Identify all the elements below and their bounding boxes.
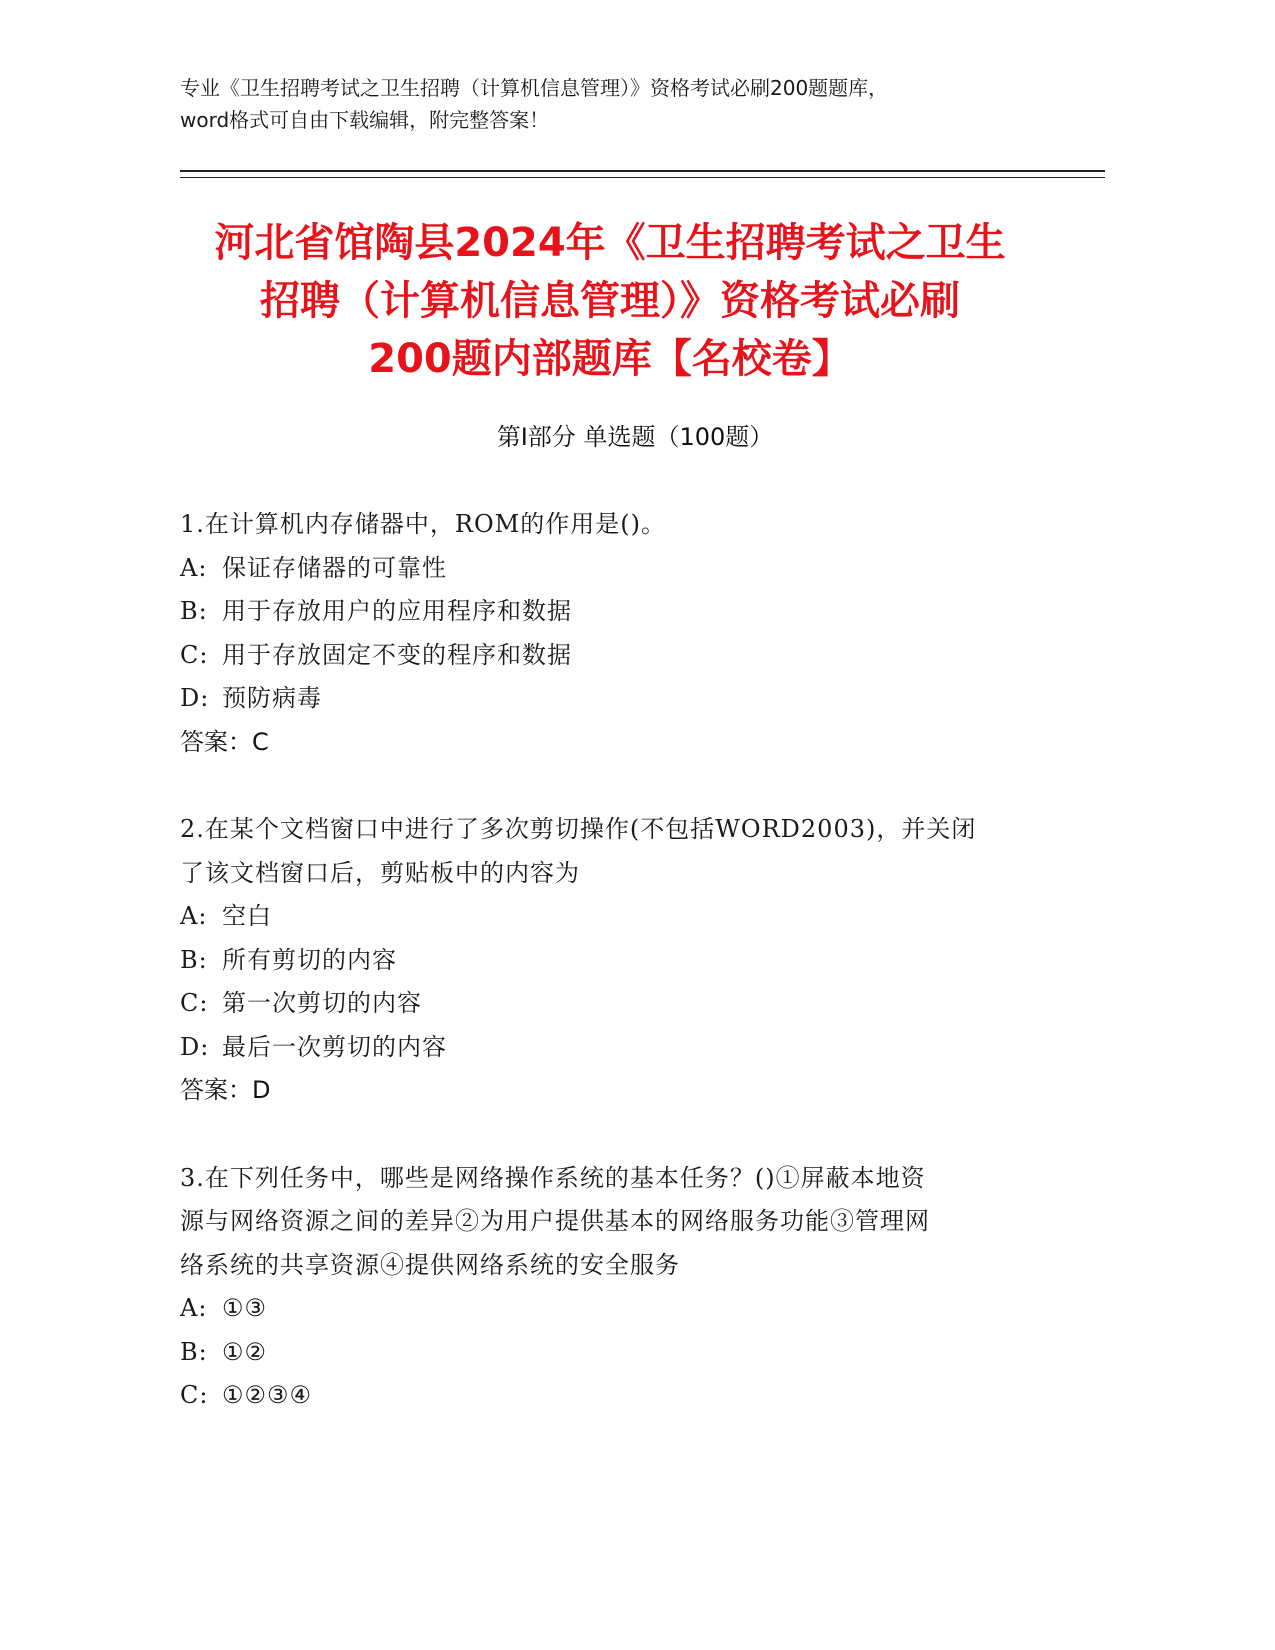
question-1 xyxy=(180,503,1040,764)
option-c xyxy=(180,982,1040,1026)
question-text: 2.在某个文档窗口中进行了多次剪切操作(不包括WORD2003)，并关闭 xyxy=(180,815,977,843)
header-note-line-2: word格式可自由下载编辑，附完整答案！ xyxy=(180,108,550,132)
header-divider-thick xyxy=(180,170,1105,172)
option-text: 预防病毒 xyxy=(222,684,322,712)
option-text: 最后一次剪切的内容 xyxy=(222,1032,447,1061)
title-line-2: 招聘（计算机信息管理）》资格考试必刷 xyxy=(260,278,960,324)
question-text: 了该文档窗口后，剪贴板中的内容为 xyxy=(180,858,580,887)
option-label: C: xyxy=(180,989,209,1017)
option-a xyxy=(180,895,1040,939)
option-b xyxy=(180,939,1040,983)
question-list xyxy=(180,503,1040,1462)
option-label: B: xyxy=(180,1337,208,1366)
option-c xyxy=(180,634,1040,678)
question-text: 1.在计算机内存储器中，ROM的作用是()。 xyxy=(180,510,666,538)
header-divider-thin xyxy=(180,177,1105,178)
option-text: 保证存储器的可靠性 xyxy=(222,553,447,582)
question-text: 络系统的共享资源④提供网络系统的安全服务 xyxy=(180,1250,680,1279)
option-label: B: xyxy=(180,597,208,625)
question-3 xyxy=(180,1157,1040,1418)
option-d xyxy=(180,1026,1040,1070)
title-line-3: 200题内部题库【名校卷】 xyxy=(368,336,852,382)
option-label: A: xyxy=(180,902,208,930)
option-text: ①②③④ xyxy=(222,1381,313,1409)
option-text: ①③ xyxy=(222,1294,268,1322)
answer: 答案：D xyxy=(180,1076,271,1104)
header-note-line-1: 专业《卫生招聘考试之卫生招聘（计算机信息管理）》资格考试必刷200题题库， xyxy=(180,76,889,100)
option-text: ①② xyxy=(222,1337,268,1366)
question-text: 源与网络资源之间的差异②为用户提供基本的网络服务功能③管理网 xyxy=(180,1207,930,1235)
option-label: C: xyxy=(180,640,209,669)
option-a xyxy=(180,1287,1040,1331)
option-text: 用于存放固定不变的程序和数据 xyxy=(222,640,572,669)
option-label: B: xyxy=(180,945,208,974)
option-c xyxy=(180,1374,1040,1418)
question-2 xyxy=(180,808,1040,1113)
answer: 答案：C xyxy=(180,727,269,756)
option-a xyxy=(180,547,1040,591)
question-text: 3.在下列任务中，哪些是网络操作系统的基本任务？()①屏蔽本地资 xyxy=(180,1163,926,1192)
option-label: A: xyxy=(180,553,208,582)
section-title: 第I部分 单选题（100题） xyxy=(496,423,774,451)
option-label: A: xyxy=(180,1294,208,1322)
header-note xyxy=(180,72,1100,136)
option-label: D: xyxy=(180,1032,210,1061)
option-label: C: xyxy=(180,1381,209,1409)
option-b xyxy=(180,1331,1040,1375)
document-title xyxy=(170,214,1050,388)
option-b xyxy=(180,590,1040,634)
option-text: 第一次剪切的内容 xyxy=(222,989,422,1017)
option-d xyxy=(180,677,1040,721)
option-text: 用于存放用户的应用程序和数据 xyxy=(222,597,572,625)
option-text: 所有剪切的内容 xyxy=(222,945,397,974)
option-label: D: xyxy=(180,684,210,712)
option-text: 空白 xyxy=(222,902,272,930)
title-line-1: 河北省馆陶县2024年《卫生招聘考试之卫生 xyxy=(214,220,1006,266)
